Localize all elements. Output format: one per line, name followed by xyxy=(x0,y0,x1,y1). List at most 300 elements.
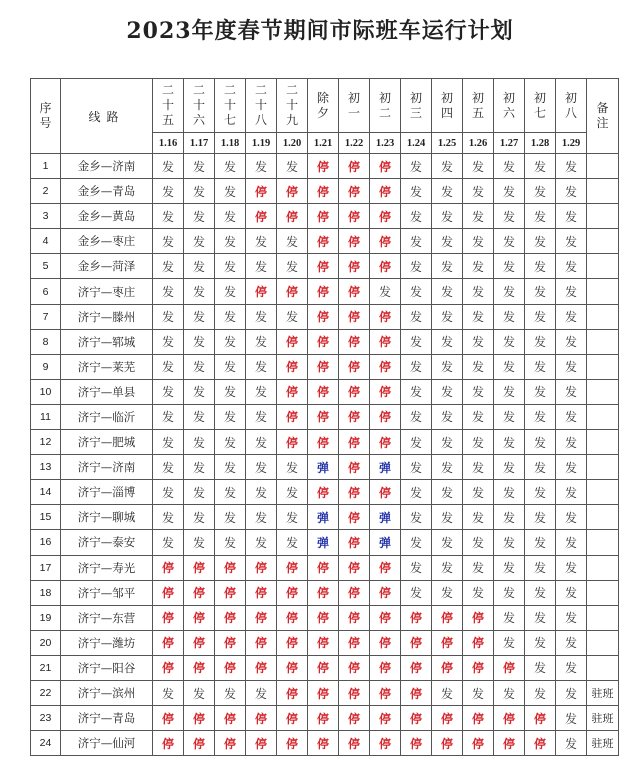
header-day-date: 1.19 xyxy=(246,133,277,154)
header-day-lunar: 除 夕 xyxy=(308,79,339,133)
status-cell: 停 xyxy=(153,630,184,655)
status-cell: 发 xyxy=(556,204,587,229)
header-day-date: 1.22 xyxy=(339,133,370,154)
status-cell: 停 xyxy=(432,630,463,655)
status-cell: 发 xyxy=(277,154,308,179)
row-route: 济宁—阳谷 xyxy=(61,655,153,680)
status-cell: 发 xyxy=(246,329,277,354)
status-cell: 停 xyxy=(432,706,463,731)
status-cell: 停 xyxy=(432,731,463,756)
status-cell: 弹 xyxy=(308,455,339,480)
table-row xyxy=(31,229,619,254)
header-day-lunar: 初 五 xyxy=(463,79,494,133)
status-cell: 停 xyxy=(277,580,308,605)
status-cell: 发 xyxy=(153,505,184,530)
row-route: 金乡—济南 xyxy=(61,154,153,179)
status-cell: 停 xyxy=(370,179,401,204)
status-cell: 发 xyxy=(556,530,587,555)
status-cell: 发 xyxy=(463,555,494,580)
status-cell: 停 xyxy=(153,605,184,630)
status-cell: 停 xyxy=(277,630,308,655)
row-route: 济宁—仙河 xyxy=(61,731,153,756)
status-cell: 停 xyxy=(308,580,339,605)
row-note xyxy=(587,254,619,279)
row-route: 金乡—青岛 xyxy=(61,179,153,204)
status-cell: 发 xyxy=(184,480,215,505)
status-cell: 停 xyxy=(215,605,246,630)
status-cell: 发 xyxy=(525,204,556,229)
status-cell: 停 xyxy=(308,329,339,354)
status-cell: 发 xyxy=(184,229,215,254)
table-row xyxy=(31,505,619,530)
status-cell: 停 xyxy=(370,379,401,404)
status-cell: 发 xyxy=(494,404,525,429)
status-cell: 发 xyxy=(184,354,215,379)
status-cell: 发 xyxy=(401,430,432,455)
status-cell: 停 xyxy=(339,430,370,455)
status-cell: 发 xyxy=(215,304,246,329)
header-day-lunar: 二 十 五 xyxy=(153,79,184,133)
status-cell: 停 xyxy=(184,706,215,731)
header-day-lunar: 初 七 xyxy=(525,79,556,133)
status-cell: 发 xyxy=(401,254,432,279)
status-cell: 发 xyxy=(525,279,556,304)
row-route: 济宁—枣庄 xyxy=(61,279,153,304)
status-cell: 停 xyxy=(339,404,370,429)
status-cell: 停 xyxy=(339,605,370,630)
status-cell: 发 xyxy=(401,480,432,505)
status-cell: 发 xyxy=(525,455,556,480)
status-cell: 发 xyxy=(401,530,432,555)
status-cell: 停 xyxy=(277,731,308,756)
status-cell: 发 xyxy=(463,279,494,304)
status-cell: 发 xyxy=(215,480,246,505)
status-cell: 停 xyxy=(370,706,401,731)
status-cell: 发 xyxy=(556,154,587,179)
table-row xyxy=(31,354,619,379)
status-cell: 停 xyxy=(308,379,339,404)
status-cell: 发 xyxy=(556,179,587,204)
status-cell: 停 xyxy=(277,329,308,354)
status-cell: 发 xyxy=(215,254,246,279)
status-cell: 发 xyxy=(401,229,432,254)
status-cell: 停 xyxy=(463,655,494,680)
status-cell: 发 xyxy=(463,404,494,429)
status-cell: 发 xyxy=(401,329,432,354)
status-cell: 发 xyxy=(463,580,494,605)
status-cell: 发 xyxy=(432,204,463,229)
table-row xyxy=(31,204,619,229)
status-cell: 发 xyxy=(246,505,277,530)
status-cell: 停 xyxy=(246,605,277,630)
status-cell: 发 xyxy=(463,354,494,379)
status-cell: 发 xyxy=(184,329,215,354)
status-cell: 发 xyxy=(215,179,246,204)
status-cell: 发 xyxy=(432,354,463,379)
status-cell: 发 xyxy=(463,680,494,705)
row-note xyxy=(587,455,619,480)
status-cell: 停 xyxy=(153,555,184,580)
header-day-date: 1.20 xyxy=(277,133,308,154)
status-cell: 停 xyxy=(339,580,370,605)
status-cell: 发 xyxy=(246,430,277,455)
status-cell: 发 xyxy=(432,530,463,555)
status-cell: 发 xyxy=(556,455,587,480)
status-cell: 发 xyxy=(153,304,184,329)
status-cell: 发 xyxy=(184,680,215,705)
status-cell: 发 xyxy=(184,455,215,480)
status-cell: 停 xyxy=(246,279,277,304)
status-cell: 停 xyxy=(370,430,401,455)
status-cell: 发 xyxy=(463,455,494,480)
status-cell: 发 xyxy=(463,329,494,354)
row-note xyxy=(587,430,619,455)
status-cell: 停 xyxy=(215,655,246,680)
status-cell: 发 xyxy=(494,430,525,455)
status-cell: 停 xyxy=(401,680,432,705)
status-cell: 停 xyxy=(370,229,401,254)
row-index: 7 xyxy=(31,304,61,329)
status-cell: 停 xyxy=(277,279,308,304)
status-cell: 发 xyxy=(556,630,587,655)
status-cell: 停 xyxy=(370,329,401,354)
status-cell: 弹 xyxy=(370,505,401,530)
status-cell: 发 xyxy=(494,480,525,505)
status-cell: 发 xyxy=(401,580,432,605)
row-note xyxy=(587,555,619,580)
table-row xyxy=(31,430,619,455)
status-cell: 发 xyxy=(494,530,525,555)
status-cell: 停 xyxy=(339,555,370,580)
row-route: 济宁—莱芜 xyxy=(61,354,153,379)
status-cell: 停 xyxy=(277,655,308,680)
status-cell: 停 xyxy=(184,630,215,655)
status-cell: 停 xyxy=(215,630,246,655)
status-cell: 发 xyxy=(494,605,525,630)
status-cell: 发 xyxy=(215,329,246,354)
row-route: 济宁—滕州 xyxy=(61,304,153,329)
status-cell: 发 xyxy=(556,354,587,379)
status-cell: 停 xyxy=(370,630,401,655)
row-note xyxy=(587,204,619,229)
row-route: 济宁—邹平 xyxy=(61,580,153,605)
row-index: 1 xyxy=(31,154,61,179)
header-route-label: 线路 xyxy=(88,109,125,124)
status-cell: 发 xyxy=(432,455,463,480)
status-cell: 发 xyxy=(556,229,587,254)
status-cell: 停 xyxy=(339,304,370,329)
status-cell: 发 xyxy=(556,404,587,429)
status-cell: 发 xyxy=(215,505,246,530)
row-index: 15 xyxy=(31,505,61,530)
table-row xyxy=(31,680,619,705)
row-index: 23 xyxy=(31,706,61,731)
status-cell: 发 xyxy=(494,179,525,204)
status-cell: 停 xyxy=(277,706,308,731)
schedule-table xyxy=(30,78,619,756)
header-day-lunar: 初 三 xyxy=(401,79,432,133)
status-cell: 发 xyxy=(215,279,246,304)
status-cell: 停 xyxy=(308,605,339,630)
row-note: 驻班 xyxy=(587,680,619,705)
row-note xyxy=(587,379,619,404)
status-cell: 发 xyxy=(153,154,184,179)
status-cell: 停 xyxy=(277,204,308,229)
status-cell: 发 xyxy=(246,480,277,505)
header-day-date: 1.25 xyxy=(432,133,463,154)
row-note xyxy=(587,329,619,354)
status-cell: 停 xyxy=(277,379,308,404)
status-cell: 停 xyxy=(339,379,370,404)
status-cell: 发 xyxy=(556,605,587,630)
status-cell: 发 xyxy=(556,731,587,756)
status-cell: 停 xyxy=(308,731,339,756)
header-day-lunar: 二 十 八 xyxy=(246,79,277,133)
header-day-date: 1.21 xyxy=(308,133,339,154)
row-route: 济宁—东营 xyxy=(61,605,153,630)
status-cell: 停 xyxy=(184,655,215,680)
status-cell: 发 xyxy=(463,430,494,455)
table-row xyxy=(31,530,619,555)
status-cell: 发 xyxy=(246,254,277,279)
status-cell: 停 xyxy=(370,580,401,605)
header-index-label: 序 号 xyxy=(39,101,52,130)
status-cell: 发 xyxy=(556,304,587,329)
status-cell: 停 xyxy=(339,680,370,705)
status-cell: 发 xyxy=(432,580,463,605)
row-route: 济宁—肥城 xyxy=(61,430,153,455)
status-cell: 发 xyxy=(463,379,494,404)
status-cell: 停 xyxy=(370,254,401,279)
row-route: 济宁—泰安 xyxy=(61,530,153,555)
row-route: 济宁—寿光 xyxy=(61,555,153,580)
row-index: 6 xyxy=(31,279,61,304)
status-cell: 发 xyxy=(277,254,308,279)
row-note xyxy=(587,154,619,179)
status-cell: 发 xyxy=(153,354,184,379)
row-route: 济宁—单县 xyxy=(61,379,153,404)
status-cell: 弹 xyxy=(370,530,401,555)
status-cell: 发 xyxy=(556,480,587,505)
status-cell: 停 xyxy=(308,179,339,204)
status-cell: 停 xyxy=(308,655,339,680)
status-cell: 发 xyxy=(525,329,556,354)
status-cell: 发 xyxy=(184,404,215,429)
status-cell: 停 xyxy=(339,505,370,530)
row-index: 12 xyxy=(31,430,61,455)
status-cell: 弹 xyxy=(308,505,339,530)
status-cell: 停 xyxy=(339,731,370,756)
status-cell: 发 xyxy=(432,179,463,204)
status-cell: 停 xyxy=(184,555,215,580)
status-cell: 停 xyxy=(215,706,246,731)
status-cell: 发 xyxy=(401,555,432,580)
status-cell: 发 xyxy=(525,154,556,179)
status-cell: 停 xyxy=(370,555,401,580)
row-index: 18 xyxy=(31,580,61,605)
status-cell: 发 xyxy=(432,154,463,179)
status-cell: 发 xyxy=(463,179,494,204)
status-cell: 发 xyxy=(494,379,525,404)
status-cell: 停 xyxy=(308,630,339,655)
status-cell: 发 xyxy=(153,204,184,229)
status-cell: 发 xyxy=(525,304,556,329)
header-note: 备 注 xyxy=(587,79,619,154)
row-note xyxy=(587,304,619,329)
status-cell: 发 xyxy=(463,304,494,329)
status-cell: 停 xyxy=(308,430,339,455)
row-note xyxy=(587,179,619,204)
row-index: 14 xyxy=(31,480,61,505)
header-day-lunar: 初 二 xyxy=(370,79,401,133)
status-cell: 发 xyxy=(494,154,525,179)
header-day-lunar: 初 八 xyxy=(556,79,587,133)
status-cell: 发 xyxy=(525,354,556,379)
status-cell: 发 xyxy=(246,379,277,404)
status-cell: 停 xyxy=(401,706,432,731)
status-cell: 停 xyxy=(432,605,463,630)
status-cell: 停 xyxy=(277,430,308,455)
status-cell: 发 xyxy=(370,279,401,304)
status-cell: 发 xyxy=(153,430,184,455)
status-cell: 停 xyxy=(463,605,494,630)
status-cell: 发 xyxy=(246,354,277,379)
row-note xyxy=(587,530,619,555)
row-index: 4 xyxy=(31,229,61,254)
status-cell: 停 xyxy=(246,731,277,756)
status-cell: 停 xyxy=(339,179,370,204)
header-day-date: 1.28 xyxy=(525,133,556,154)
status-cell: 发 xyxy=(153,279,184,304)
table-row xyxy=(31,580,619,605)
status-cell: 发 xyxy=(494,254,525,279)
status-cell: 停 xyxy=(339,279,370,304)
status-cell: 发 xyxy=(525,254,556,279)
status-cell: 发 xyxy=(277,304,308,329)
status-cell: 发 xyxy=(432,505,463,530)
status-cell: 停 xyxy=(215,555,246,580)
header-day-date: 1.23 xyxy=(370,133,401,154)
status-cell: 停 xyxy=(339,480,370,505)
status-cell: 停 xyxy=(277,605,308,630)
status-cell: 发 xyxy=(525,480,556,505)
header-day-date: 1.17 xyxy=(184,133,215,154)
status-cell: 停 xyxy=(308,304,339,329)
status-cell: 发 xyxy=(153,379,184,404)
row-note xyxy=(587,354,619,379)
status-cell: 停 xyxy=(494,655,525,680)
status-cell: 发 xyxy=(432,404,463,429)
status-cell: 发 xyxy=(463,505,494,530)
page-title: 2023年度春节期间市际班车运行计划 xyxy=(126,18,514,44)
status-cell: 发 xyxy=(432,254,463,279)
row-route: 金乡—黄岛 xyxy=(61,204,153,229)
status-cell: 发 xyxy=(153,179,184,204)
status-cell: 发 xyxy=(215,430,246,455)
status-cell: 停 xyxy=(525,731,556,756)
status-cell: 停 xyxy=(246,706,277,731)
header-day-date: 1.26 xyxy=(463,133,494,154)
status-cell: 停 xyxy=(370,304,401,329)
status-cell: 停 xyxy=(153,706,184,731)
status-cell: 发 xyxy=(215,404,246,429)
status-cell: 发 xyxy=(463,204,494,229)
row-note: 驻班 xyxy=(587,706,619,731)
status-cell: 发 xyxy=(153,455,184,480)
status-cell: 发 xyxy=(401,279,432,304)
status-cell: 停 xyxy=(463,706,494,731)
status-cell: 停 xyxy=(308,279,339,304)
status-cell: 发 xyxy=(277,505,308,530)
status-cell: 停 xyxy=(370,404,401,429)
status-cell: 发 xyxy=(525,505,556,530)
status-cell: 发 xyxy=(432,430,463,455)
status-cell: 停 xyxy=(339,530,370,555)
status-cell: 停 xyxy=(308,254,339,279)
header-index xyxy=(31,79,61,154)
schedule-body xyxy=(31,154,619,756)
status-cell: 发 xyxy=(184,430,215,455)
status-cell: 停 xyxy=(246,179,277,204)
status-cell: 停 xyxy=(339,329,370,354)
table-row xyxy=(31,555,619,580)
row-index: 13 xyxy=(31,455,61,480)
status-cell: 发 xyxy=(401,404,432,429)
row-index: 17 xyxy=(31,555,61,580)
status-cell: 停 xyxy=(370,680,401,705)
table-row xyxy=(31,254,619,279)
row-index: 22 xyxy=(31,680,61,705)
status-cell: 发 xyxy=(525,229,556,254)
status-cell: 发 xyxy=(525,430,556,455)
status-cell: 停 xyxy=(370,154,401,179)
row-index: 24 xyxy=(31,731,61,756)
status-cell: 停 xyxy=(308,555,339,580)
status-cell: 停 xyxy=(463,630,494,655)
status-cell: 停 xyxy=(370,655,401,680)
status-cell: 发 xyxy=(184,379,215,404)
status-cell: 停 xyxy=(246,630,277,655)
status-cell: 发 xyxy=(277,530,308,555)
status-cell: 发 xyxy=(556,279,587,304)
table-row xyxy=(31,605,619,630)
row-note xyxy=(587,580,619,605)
status-cell: 停 xyxy=(339,229,370,254)
status-cell: 发 xyxy=(215,680,246,705)
status-cell: 发 xyxy=(556,655,587,680)
status-cell: 停 xyxy=(308,204,339,229)
row-note xyxy=(587,630,619,655)
table-row xyxy=(31,731,619,756)
status-cell: 弹 xyxy=(370,455,401,480)
header-day-lunar: 二 十 六 xyxy=(184,79,215,133)
status-cell: 发 xyxy=(153,329,184,354)
status-cell: 发 xyxy=(215,379,246,404)
status-cell: 发 xyxy=(184,154,215,179)
status-cell: 停 xyxy=(184,580,215,605)
status-cell: 停 xyxy=(339,204,370,229)
table-row xyxy=(31,404,619,429)
status-cell: 发 xyxy=(432,480,463,505)
status-cell: 发 xyxy=(246,530,277,555)
status-cell: 发 xyxy=(432,680,463,705)
status-cell: 停 xyxy=(494,706,525,731)
status-cell: 发 xyxy=(215,354,246,379)
status-cell: 发 xyxy=(556,680,587,705)
status-cell: 发 xyxy=(184,530,215,555)
row-index: 11 xyxy=(31,404,61,429)
status-cell: 停 xyxy=(246,204,277,229)
